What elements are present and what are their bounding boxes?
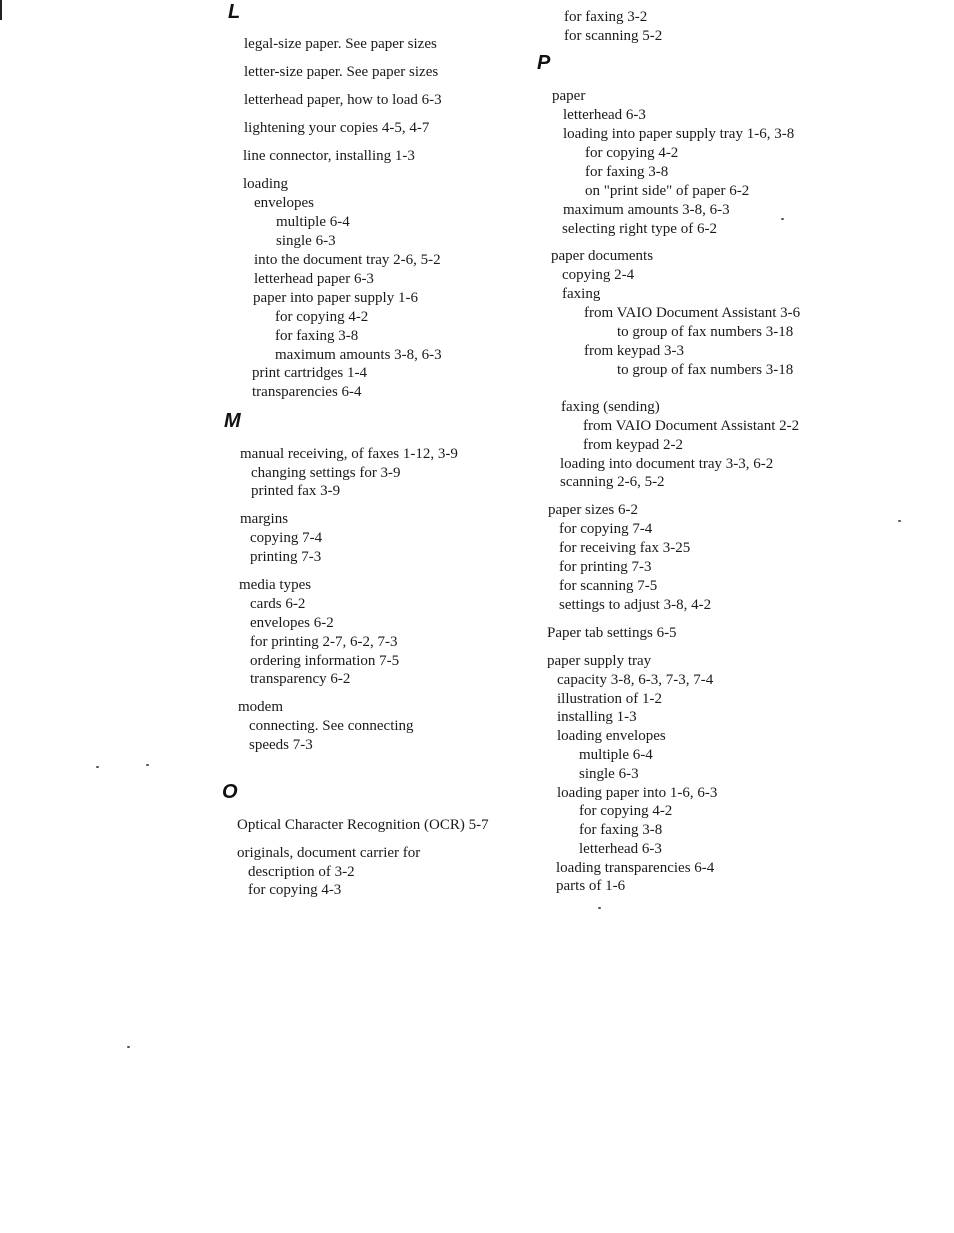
index-subsubentry: for faxing 3-8 bbox=[275, 328, 359, 344]
index-subentry: transparency 6-2 bbox=[250, 671, 351, 687]
index-subentry: for copying 7-4 bbox=[559, 521, 653, 537]
index-subentry: description of 3-2 bbox=[248, 864, 355, 880]
index-subentry: loading into paper supply tray 1-6, 3-8 bbox=[563, 126, 795, 142]
index-entry: paper supply tray bbox=[547, 653, 652, 669]
index-subsubentry: from VAIO Document Assistant 3-6 bbox=[584, 305, 801, 321]
index-subentry: printed fax 3-9 bbox=[251, 483, 341, 499]
index-subentry: capacity 3-8, 6-3, 7-3, 7-4 bbox=[557, 672, 714, 688]
index-entry: loading bbox=[243, 176, 288, 192]
index-subentry: loading transparencies 6-4 bbox=[556, 860, 715, 876]
index-subentry: settings to adjust 3-8, 4-2 bbox=[559, 597, 712, 613]
index-subsubentry: maximum amounts 3-8, 6-3 bbox=[275, 347, 442, 363]
index-subentry: copying 7-4 bbox=[250, 530, 323, 546]
index-subentry: cards 6-2 bbox=[250, 596, 306, 612]
index-entry: paper documents bbox=[551, 248, 654, 264]
index-entry: legal-size paper. See paper sizes bbox=[244, 36, 437, 52]
index-subsubentry: multiple 6-4 bbox=[276, 214, 350, 230]
index-entry: paper bbox=[552, 88, 586, 104]
index-subentry: loading envelopes bbox=[557, 728, 666, 744]
index-subentry: parts of 1-6 bbox=[556, 878, 626, 894]
index-subentry: selecting right type of 6-2 bbox=[562, 221, 717, 237]
index-subentry: transparencies 6-4 bbox=[252, 384, 362, 400]
index-subentry: for printing 2-7, 6-2, 7-3 bbox=[250, 634, 398, 650]
index-subentry: installing 1-3 bbox=[557, 709, 637, 725]
index-subsubentry: on "print side" of paper 6-2 bbox=[585, 183, 750, 199]
index-subsubentry: for faxing 3-8 bbox=[585, 164, 669, 180]
index-subentry: for copying 4-3 bbox=[248, 882, 342, 898]
scan-speck bbox=[127, 1046, 130, 1048]
section-heading-p: P bbox=[537, 52, 551, 74]
index-subsubentry: for scanning 5-2 bbox=[564, 28, 663, 44]
index-subentry: for scanning 7-5 bbox=[559, 578, 658, 594]
index-subentry: ordering information 7-5 bbox=[250, 653, 400, 669]
index-subentry: illustration of 1-2 bbox=[557, 691, 662, 707]
index-subsubentry: for faxing 3-8 bbox=[579, 822, 663, 838]
index-subentry: paper into paper supply 1-6 bbox=[253, 290, 418, 306]
index-entry: letter-size paper. See paper sizes bbox=[244, 64, 439, 80]
index-entry: line connector, installing 1-3 bbox=[243, 148, 415, 164]
index-subentry: scanning 2-6, 5-2 bbox=[560, 474, 665, 490]
index-subentry: for receiving fax 3-25 bbox=[559, 540, 691, 556]
index-subentry: into the document tray 2-6, 5-2 bbox=[254, 252, 441, 268]
index-entry: margins bbox=[240, 511, 289, 527]
index-entry: paper sizes 6-2 bbox=[548, 502, 638, 518]
index-entry: manual receiving, of faxes 1-12, 3-9 bbox=[240, 446, 458, 462]
index-subsubsubentry: to group of fax numbers 3-18 bbox=[617, 324, 794, 340]
index-subsubentry: single 6-3 bbox=[579, 766, 639, 782]
index-subsubentry: for copying 4-2 bbox=[275, 309, 369, 325]
section-heading-m: M bbox=[224, 410, 241, 432]
scan-speck bbox=[898, 520, 901, 522]
index-subsubentry: letterhead 6-3 bbox=[579, 841, 662, 857]
index-entry: letterhead paper, how to load 6-3 bbox=[244, 92, 442, 108]
index-subsubentry: for copying 4-2 bbox=[579, 803, 673, 819]
index-subentry: connecting. See connecting bbox=[249, 718, 414, 734]
index-subentry: printing 7-3 bbox=[250, 549, 322, 565]
index-entry: Optical Character Recognition (OCR) 5-7 bbox=[237, 817, 489, 833]
index-subentry: speeds 7-3 bbox=[249, 737, 313, 753]
scan-speck bbox=[146, 764, 149, 766]
index-subsubsubentry: to group of fax numbers 3-18 bbox=[617, 362, 794, 378]
section-heading-o: O bbox=[222, 781, 238, 803]
index-subentry: for printing 7-3 bbox=[559, 559, 652, 575]
index-subentry: envelopes bbox=[254, 195, 314, 211]
index-subentry: changing settings for 3-9 bbox=[251, 465, 401, 481]
index-subsubentry: multiple 6-4 bbox=[579, 747, 653, 763]
index-subsubentry: from VAIO Document Assistant 2-2 bbox=[583, 418, 800, 434]
index-subentry: letterhead paper 6-3 bbox=[254, 271, 374, 287]
index-subentry: envelopes 6-2 bbox=[250, 615, 334, 631]
index-subentry: loading into document tray 3-3, 6-2 bbox=[560, 456, 774, 472]
index-subsubentry: for faxing 3-2 bbox=[564, 9, 648, 25]
index-entry: Paper tab settings 6-5 bbox=[547, 625, 677, 641]
section-heading-l: L bbox=[228, 1, 241, 23]
index-subentry: print cartridges 1-4 bbox=[252, 365, 367, 381]
index-entry: media types bbox=[239, 577, 312, 593]
index-subentry: faxing bbox=[562, 286, 601, 302]
scan-speck bbox=[781, 218, 784, 220]
scan-edge-mark bbox=[0, 0, 2, 20]
index-subentry: letterhead 6-3 bbox=[563, 107, 646, 123]
index-subentry: copying 2-4 bbox=[562, 267, 635, 283]
index-subsubentry: from keypad 3-3 bbox=[584, 343, 684, 359]
scan-speck bbox=[598, 907, 601, 909]
index-subentry: loading paper into 1-6, 6-3 bbox=[557, 785, 718, 801]
index-subentry: maximum amounts 3-8, 6-3 bbox=[563, 202, 730, 218]
index-subsubentry: from keypad 2-2 bbox=[583, 437, 683, 453]
index-subsubentry: single 6-3 bbox=[276, 233, 336, 249]
scan-speck bbox=[96, 766, 99, 768]
index-entry: originals, document carrier for bbox=[237, 845, 421, 861]
index-entry: lightening your copies 4-5, 4-7 bbox=[244, 120, 430, 136]
index-subentry: faxing (sending) bbox=[561, 399, 660, 415]
index-entry: modem bbox=[238, 699, 283, 715]
index-subsubentry: for copying 4-2 bbox=[585, 145, 679, 161]
